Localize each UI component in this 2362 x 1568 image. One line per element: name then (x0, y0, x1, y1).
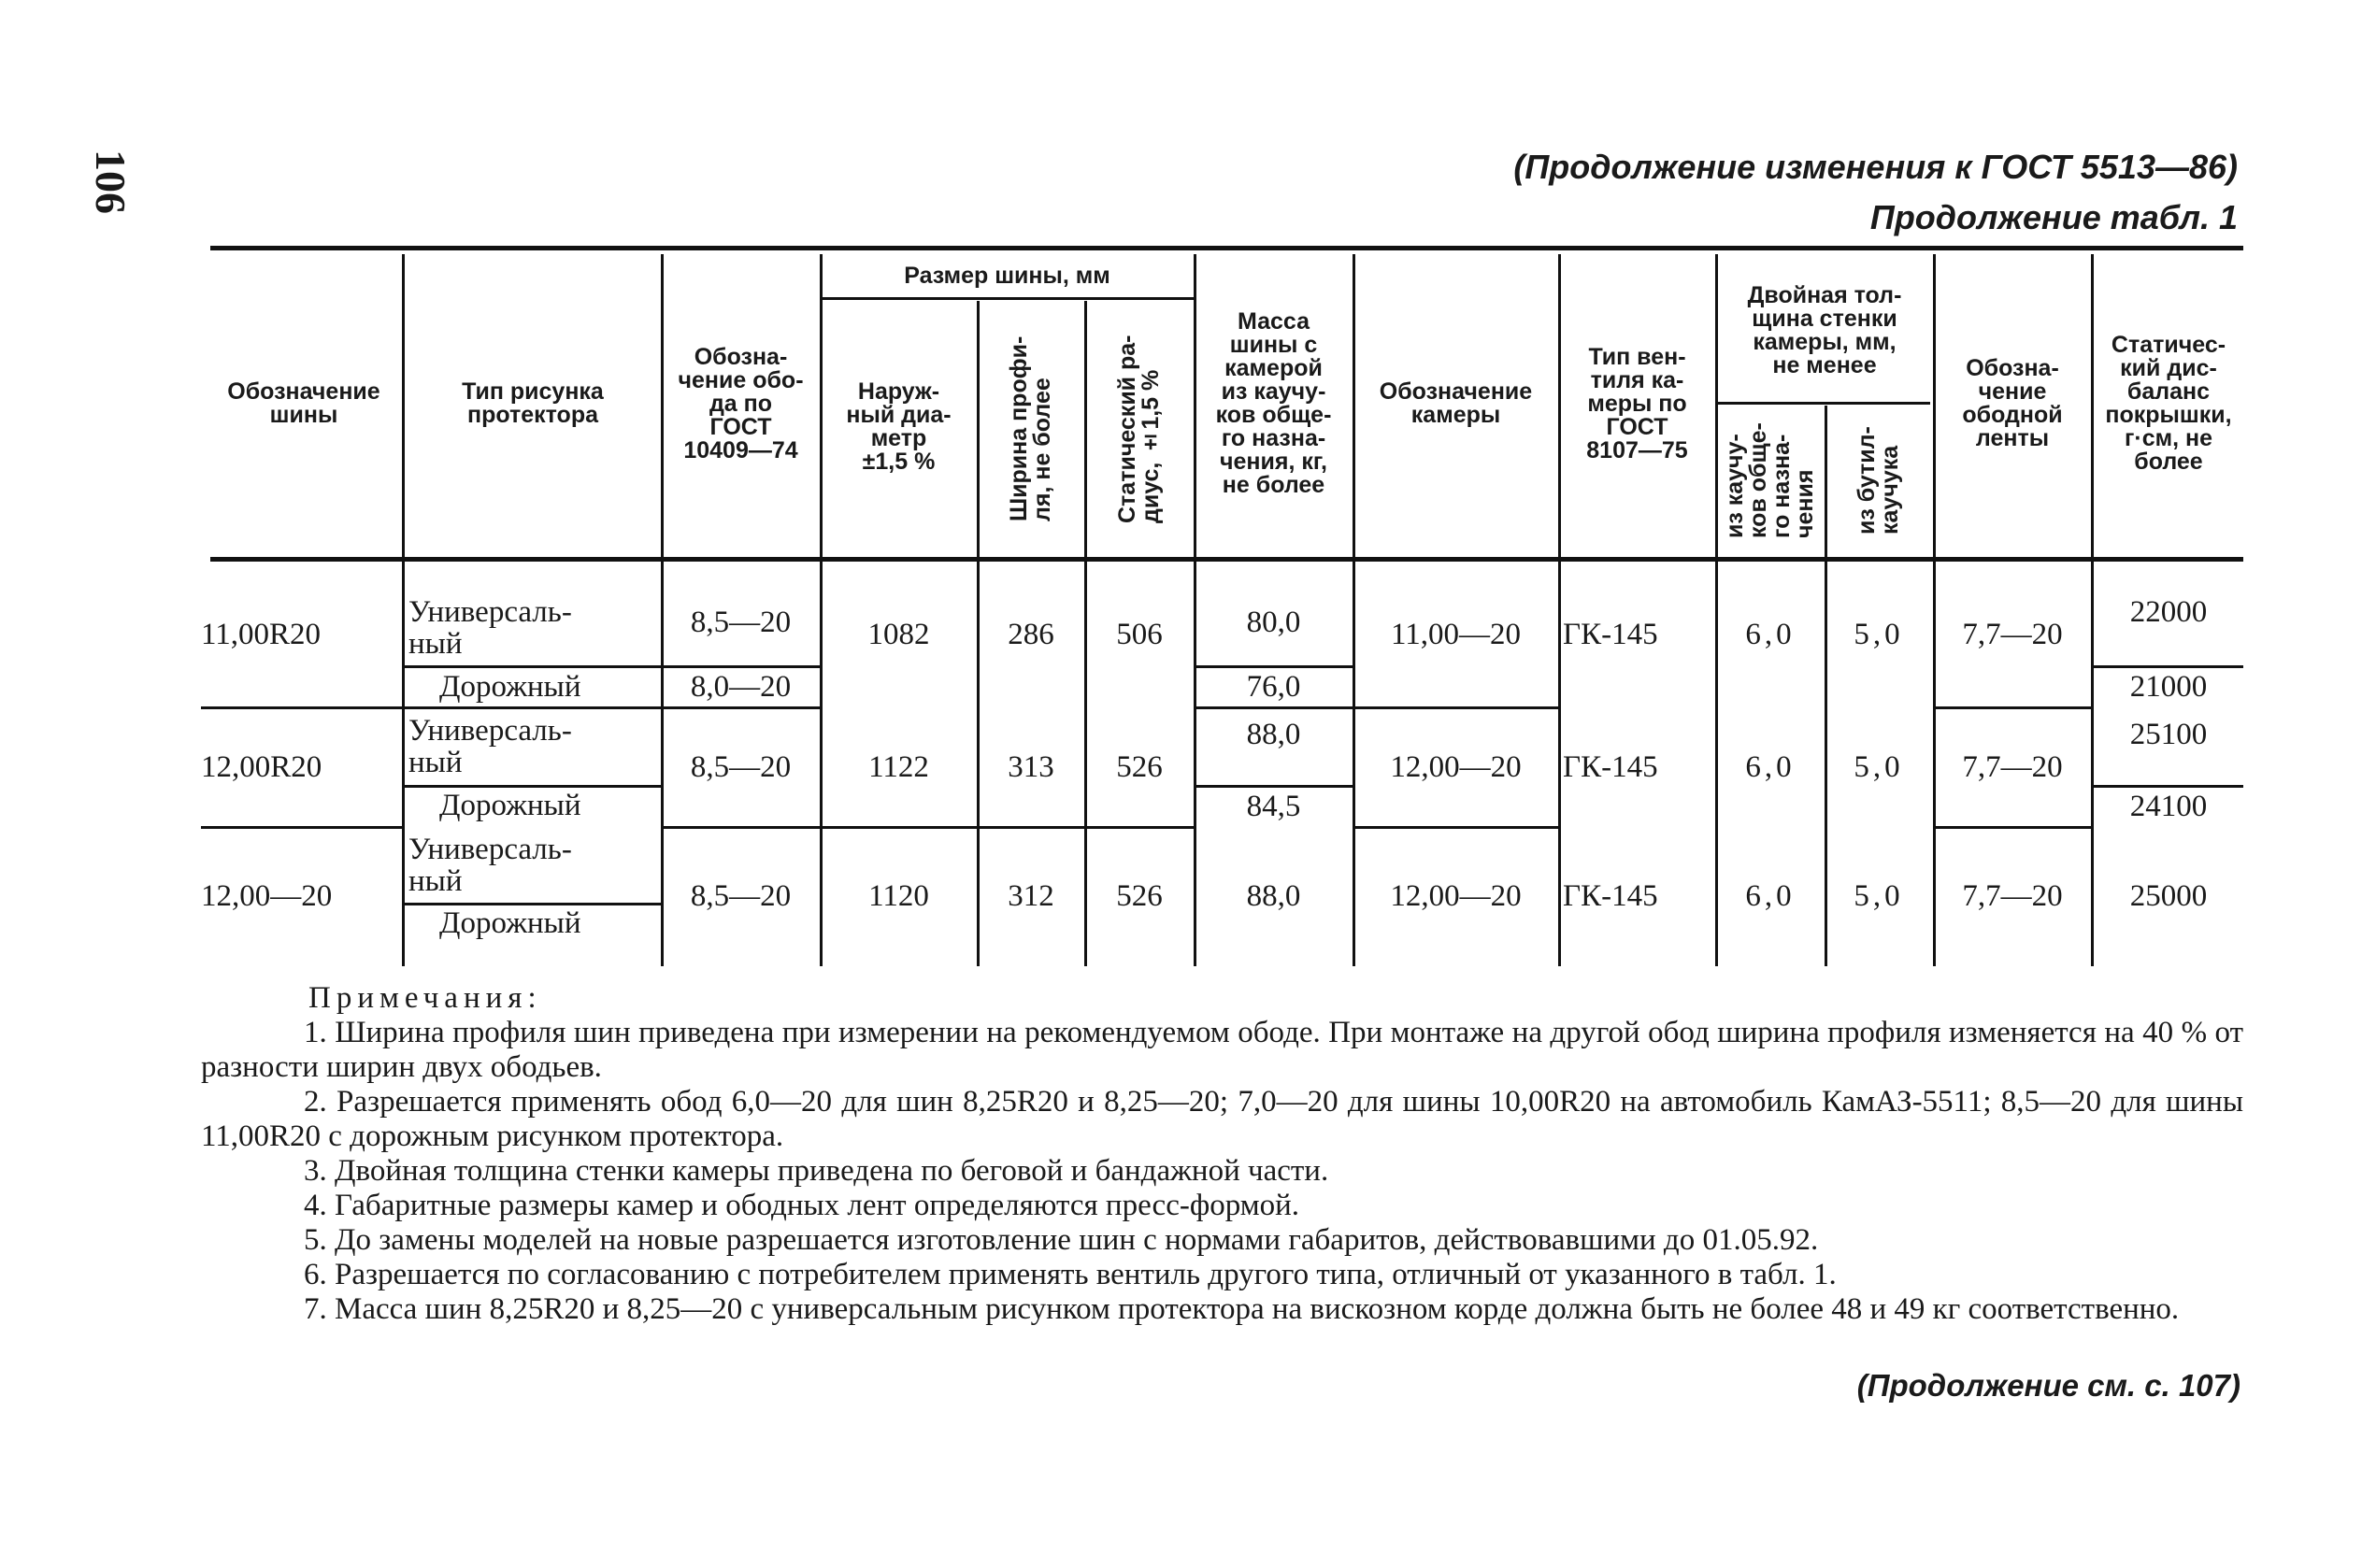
table-row-2-tire: 12,00R20 (201, 750, 322, 784)
table-row-2-pattern-road: Дорожный (439, 789, 581, 822)
table-row-1-imbalance-universal: 22000 (2129, 595, 2208, 629)
table-row-1-imbalance-road: 21000 (2129, 670, 2208, 704)
header-rim: Обозна- чение обо- да по ГОСТ 10409—74 (678, 343, 804, 463)
table-row-2-mass-universal: 88,0 (1246, 718, 1301, 751)
table-row-2-outer-diam: 1122 (868, 750, 929, 784)
table-row-1-tube: 11,00—20 (1390, 618, 1522, 651)
table-row-1-wall-general: 6,0 (1745, 618, 1796, 651)
table-row-3-tire: 12,00—20 (201, 879, 333, 913)
footer-continuation: (Продолжение см. с. 107) (1856, 1368, 2240, 1403)
table-row-3-mass: 88,0 (1246, 879, 1301, 913)
table-row-1-outer-diam: 1082 (867, 618, 930, 651)
header-wall-group: Двойная тол- щина стенки камеры, мм, не менее (1747, 282, 1902, 378)
header-size-group: Размер шины, мм (904, 262, 1110, 289)
table-row-1-tire: 11,00R20 (201, 618, 322, 651)
table-row-2-static-radius: 526 (1116, 750, 1163, 784)
note-4: 4. Габаритные размеры камер и ободных лент определяются пресс-формой. (304, 1189, 1300, 1222)
table-row-2-wall-general: 6,0 (1745, 750, 1796, 784)
table-row-3-imbalance: 25000 (2129, 879, 2208, 913)
table-row-2-wall-butyl: 5,0 (1854, 750, 1904, 784)
table-row-1-static-radius: 506 (1116, 618, 1163, 651)
note-3: 3. Двойная толщина стенки камеры приведена по беговой и бандажной части. (304, 1154, 1329, 1188)
table-row-1-rim-road: 8,0—20 (690, 670, 792, 704)
table-row-2-mass-road: 84,5 (1246, 790, 1301, 823)
table-row-1-valve: ГК-145 (1563, 618, 1658, 651)
table-row-3-tube: 12,00—20 (1390, 879, 1522, 913)
table-row-2-flap: 7,7—20 (1962, 750, 2063, 784)
table-row-1-rim-universal: 8,5—20 (690, 606, 792, 639)
table-row-2-imbalance-road: 24100 (2129, 790, 2208, 823)
header-outer-diam: Наруж- ный диа- метр ±1,5 % (846, 378, 952, 475)
header-static-radius: Статический ра- диус, ±1,5 % (1114, 335, 1164, 523)
table-row-1-profile-width: 286 (1008, 618, 1054, 651)
table-row-1-pattern-road: Дорожный (439, 670, 581, 704)
header-wall-butyl: из бутил- каучука (1854, 426, 1903, 535)
table-row-1-mass-road: 76,0 (1246, 670, 1301, 704)
note-6: 6. Разрешается по согласованию с потребителем применять вентиль другого типа, отличный от указанного в табл. 1. (304, 1258, 1837, 1291)
notes (201, 981, 2243, 1327)
note-7: 7. Масса шин 8,25R20 и 8,25—20 с универсальным рисунком протектора на вискозном корде должна быть не более 48 и 49 кг соответственно. (304, 1292, 2180, 1326)
header-flap: Обозна- чение ободной ленты (1962, 355, 2063, 451)
table-row-2-profile-width: 313 (1008, 750, 1054, 784)
header-pattern: Тип рисунка протектора (462, 378, 604, 428)
table-row-3-pattern-universal: Универсаль- ный (408, 833, 572, 898)
note-5: 5. До замены моделей на новые разрешается изготовление шин с нормами габаритов, действовавшими до 01.05.92. (304, 1223, 1819, 1257)
table-row-2-valve: ГК-145 (1563, 750, 1658, 784)
table-row-3-outer-diam: 1120 (868, 879, 929, 913)
table-row-3-static-radius: 526 (1116, 879, 1163, 913)
note-1: 1. Ширина профиля шин приведена при измерении на рекомендуемом ободе. При монтаже на другой обод ширина профиля изменяется на 40 % от разности ширин двух ободьев. (201, 1016, 2243, 1084)
table-row-3-valve: ГК-145 (1563, 879, 1658, 913)
header-tube: Обозначение камеры (1379, 378, 1533, 428)
page-number: 106 (87, 150, 135, 214)
table-row-2-pattern-universal: Универсаль- ный (408, 714, 572, 779)
header-valve: Тип вен- тиля ка- меры по ГОСТ 8107—75 (1586, 343, 1688, 463)
continuation-header: (Продолжение изменения к ГОСТ 5513—86) (1513, 148, 2238, 186)
table-row-1-pattern-universal: Универсаль- ный (408, 595, 572, 661)
table-row-2-imbalance-universal: 25100 (2129, 718, 2208, 751)
header-wall-general: из каучу- ков обще- го назна- чения (1722, 422, 1818, 538)
table-row-1-wall-butyl: 5,0 (1854, 618, 1904, 651)
table-row-3-flap: 7,7—20 (1962, 879, 2063, 913)
header-mass: Масса шины с камерой из каучу- ков обще- го назна- чения, кг, не более (1215, 308, 1332, 498)
notes-title: Примечания: (308, 981, 542, 1015)
table-row-3-wall-general: 6,0 (1745, 879, 1796, 913)
table-row-3-pattern-road: Дорожный (439, 906, 581, 940)
header-profile-width: Ширина профи- ля, не более (1006, 335, 1055, 522)
table-continuation-label: Продолжение табл. 1 (1869, 198, 2238, 236)
header-tire: Обозначение шины (227, 378, 380, 428)
table-row-1-mass-universal: 80,0 (1246, 606, 1301, 639)
table-row-3-rim: 8,5—20 (690, 879, 792, 913)
header-imbalance: Статичес- кий дис- баланс покрышки, г·см, не более (2105, 332, 2232, 475)
table-row-1-flap: 7,7—20 (1962, 618, 2063, 651)
table-row-3-wall-butyl: 5,0 (1854, 879, 1904, 913)
note-2: 2. Разрешается применять обод 6,0—20 для шин 8,25R20 и 8,25—20; 7,0—20 для шины 10,00R20 на автомобиль КамАЗ-5511; 8,5—20 для шины 11,00R20 с дорожным рисунком протектора. (201, 1085, 2243, 1153)
table-row-2-rim: 8,5—20 (690, 750, 792, 784)
table-row-2-tube: 12,00—20 (1390, 750, 1522, 784)
table-row-3-profile-width: 312 (1008, 879, 1054, 913)
